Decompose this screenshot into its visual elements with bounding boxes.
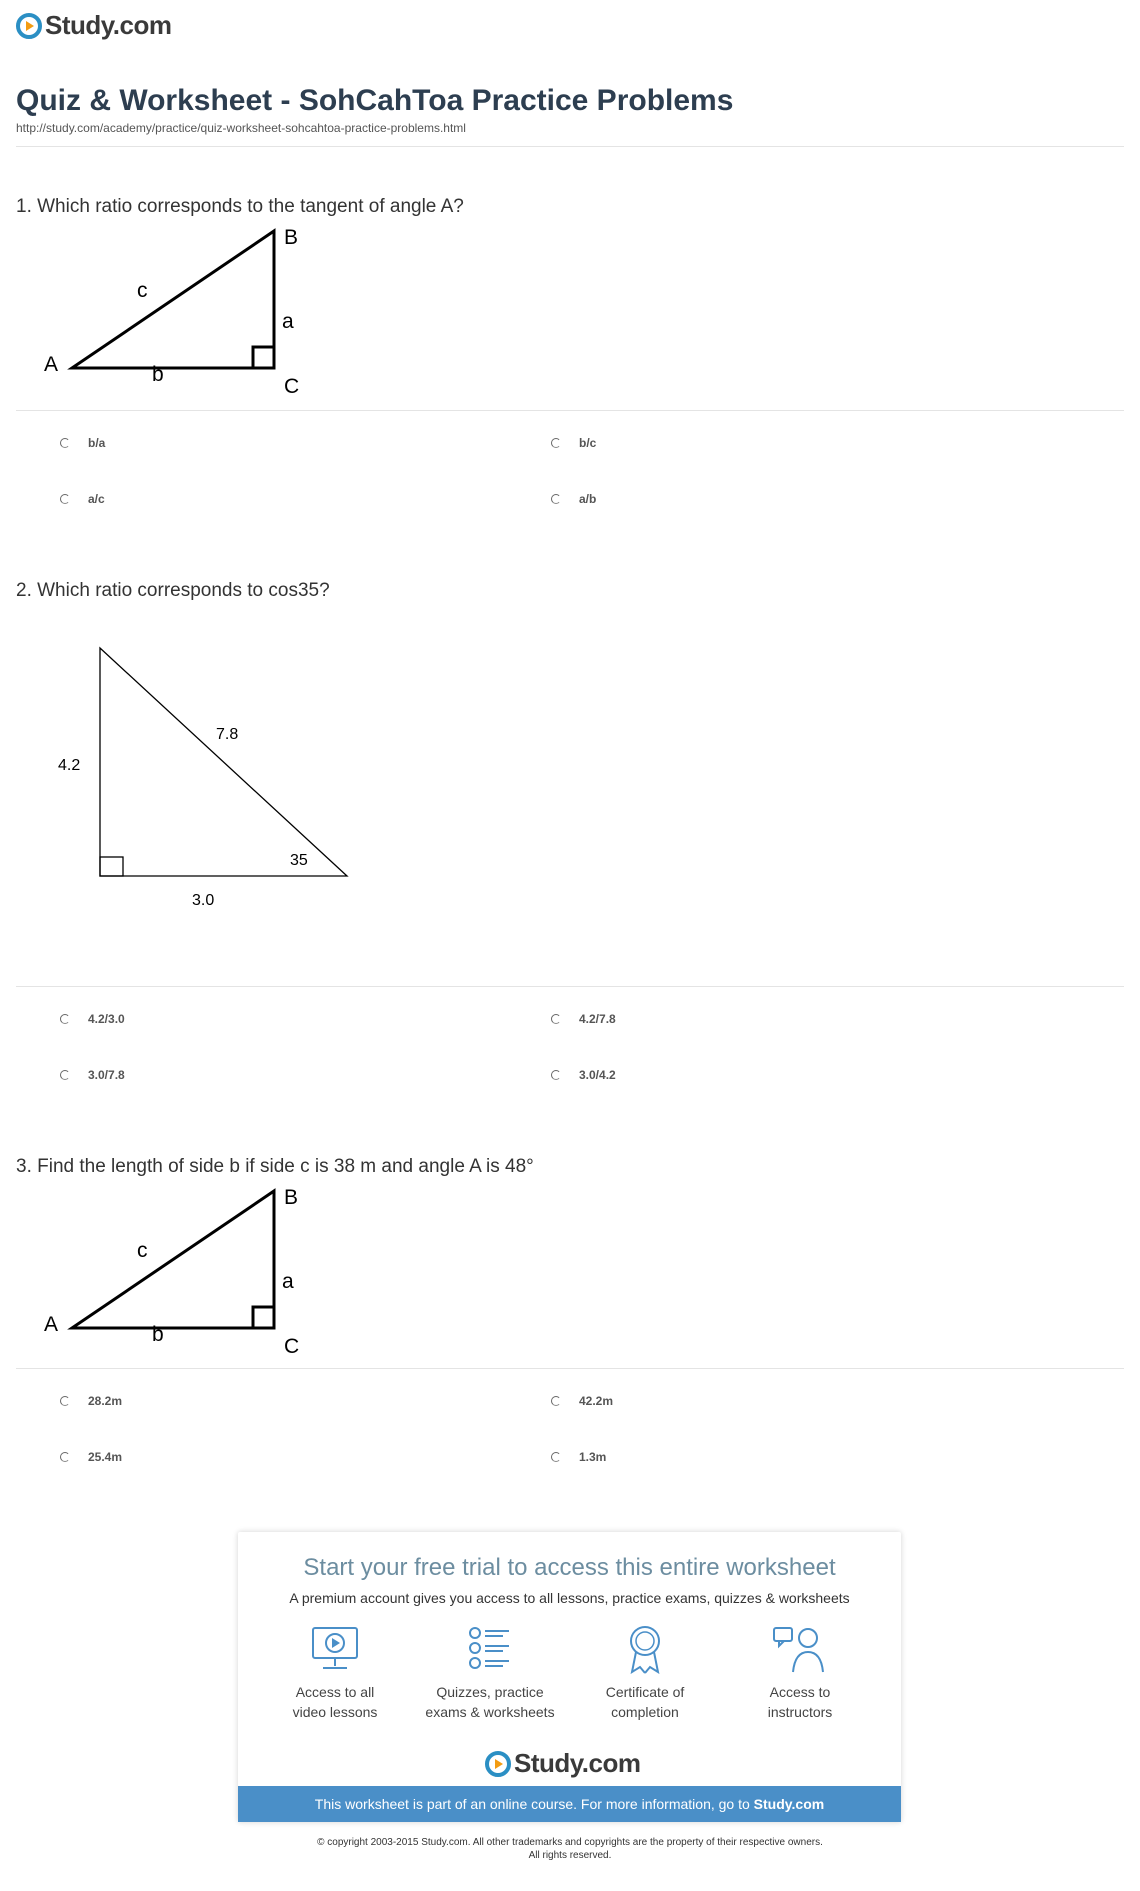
vertex-label-a: A — [44, 353, 59, 376]
answer-option[interactable] — [551, 1012, 616, 1026]
promo-title: Start your free trial to access this entire worksheet — [303, 1554, 836, 1581]
triangle-shape — [72, 1191, 274, 1328]
answer-option[interactable] — [60, 1450, 122, 1464]
vertex-label-b: B — [284, 226, 299, 249]
answer-option[interactable] — [551, 1450, 606, 1464]
radio-button[interactable] — [551, 1070, 561, 1080]
option-label: 3.0/7.8 — [88, 1068, 125, 1082]
option-label: 25.4m — [88, 1450, 123, 1464]
copyright — [0, 1836, 1140, 1862]
right-angle-marker — [100, 857, 123, 876]
angle-label: 35 — [290, 852, 308, 869]
radio-button[interactable] — [551, 438, 561, 448]
answer-option[interactable] — [60, 1394, 122, 1408]
play-logo-icon — [16, 13, 42, 39]
question-3-triangle — [30, 1180, 370, 1360]
option-label: 42.2m — [579, 1394, 614, 1408]
answer-option[interactable] — [60, 1012, 125, 1026]
option-label: b/a — [88, 436, 106, 450]
study-link[interactable]: Study.com — [753, 1796, 825, 1812]
play-logo-icon — [485, 1751, 511, 1777]
feature-line-2: completion — [611, 1704, 679, 1720]
answer-option[interactable] — [60, 436, 105, 450]
radio-button[interactable] — [60, 1452, 70, 1462]
award-ribbon-icon — [618, 1624, 672, 1674]
answer-option[interactable] — [551, 1394, 613, 1408]
monitor-play-icon — [308, 1624, 362, 1674]
radio-button[interactable] — [60, 1070, 70, 1080]
right-angle-marker — [253, 1307, 274, 1328]
promo-info-bar[interactable] — [238, 1786, 901, 1822]
option-label: 4.2/3.0 — [88, 1012, 125, 1026]
divider — [16, 1368, 1124, 1369]
question-3-text: 3. Find the length of side b if side c is 38 m and angle A is 48° — [16, 1156, 534, 1177]
feature-line-2: exams & worksheets — [425, 1704, 555, 1720]
instructor-chat-icon — [771, 1624, 829, 1674]
option-label: 4.2/7.8 — [579, 1012, 616, 1026]
question-1-text: 1. Which ratio corresponds to the tangent of angle A? — [16, 196, 464, 217]
vertex-label-c: C — [284, 375, 300, 398]
side-label-a: a — [282, 310, 294, 333]
feature-line-1: Quizzes, practice — [436, 1684, 544, 1700]
study-logo[interactable] — [16, 10, 171, 41]
feature-line-1: Access to — [769, 1684, 831, 1700]
option-label: 28.2m — [88, 1394, 123, 1408]
side-label-b: b — [152, 1323, 164, 1346]
feature-line-2: video lessons — [292, 1704, 378, 1720]
checklist-icon — [463, 1624, 517, 1674]
side-label-hypotenuse: 7.8 — [216, 726, 239, 743]
page-url[interactable]: http://study.com/academy/practice/quiz-worksheet-sohcahtoa-practice-problems.html — [16, 121, 466, 135]
feature-line-1: Access to all — [295, 1684, 375, 1700]
logo-text: Study.com — [45, 10, 172, 40]
promo-subtitle: A premium account gives you access to all lessons, practice exams, quizzes & worksheets — [289, 1590, 850, 1606]
question-2-text: 2. Which ratio corresponds to cos35? — [16, 580, 330, 601]
option-label: 1.3m — [579, 1450, 607, 1464]
promo-bar-text: This worksheet is part of an online course. For more information, go to — [314, 1796, 754, 1812]
study-logo-promo[interactable] — [485, 1748, 640, 1779]
triangle-shape — [100, 648, 347, 876]
vertex-label-b: B — [284, 1186, 299, 1209]
divider — [16, 410, 1124, 411]
feature-instructors — [725, 1624, 875, 1722]
radio-button[interactable] — [60, 1014, 70, 1024]
copyright-line-1: © copyright 2003-2015 Study.com. All other trademarks and copyrights are the property of their respective owners. — [317, 1837, 823, 1848]
radio-button[interactable] — [60, 438, 70, 448]
side-label-base: 3.0 — [192, 892, 215, 909]
vertex-label-c: C — [284, 1335, 300, 1358]
side-label-c: c — [137, 279, 148, 302]
copyright-line-2: All rights reserved. — [528, 1850, 612, 1861]
page-title: Quiz & Worksheet - SohCahToa Practice Problems — [16, 84, 734, 117]
option-label: 3.0/4.2 — [579, 1068, 616, 1082]
divider — [16, 146, 1124, 147]
radio-button[interactable] — [60, 494, 70, 504]
radio-button[interactable] — [60, 1396, 70, 1406]
answer-option[interactable] — [551, 492, 596, 506]
side-label-a: a — [282, 1270, 294, 1293]
side-label-c: c — [137, 1239, 148, 1262]
side-label-b: b — [152, 363, 164, 386]
vertex-label-a: A — [44, 1313, 59, 1336]
side-label-vertical: 4.2 — [58, 757, 81, 774]
logo-text: Study.com — [514, 1748, 641, 1778]
answer-option[interactable] — [60, 1068, 125, 1082]
feature-video-lessons — [260, 1624, 410, 1722]
option-label: a/b — [579, 492, 597, 506]
answer-option[interactable] — [60, 492, 105, 506]
question-1-triangle — [30, 220, 370, 400]
radio-button[interactable] — [551, 1014, 561, 1024]
divider — [16, 986, 1124, 987]
answer-option[interactable] — [551, 1068, 616, 1082]
feature-line-2: instructors — [767, 1704, 833, 1720]
feature-line-1: Certificate of — [605, 1684, 685, 1700]
option-label: b/c — [579, 436, 597, 450]
feature-certificate — [570, 1624, 720, 1722]
question-2-triangle — [50, 640, 390, 920]
free-trial-promo[interactable] — [238, 1532, 901, 1822]
feature-quizzes — [415, 1624, 565, 1722]
answer-option[interactable] — [551, 436, 596, 450]
radio-button[interactable] — [551, 1396, 561, 1406]
triangle-shape — [72, 231, 274, 368]
right-angle-marker — [253, 347, 274, 368]
radio-button[interactable] — [551, 1452, 561, 1462]
option-label: a/c — [88, 492, 105, 506]
radio-button[interactable] — [551, 494, 561, 504]
